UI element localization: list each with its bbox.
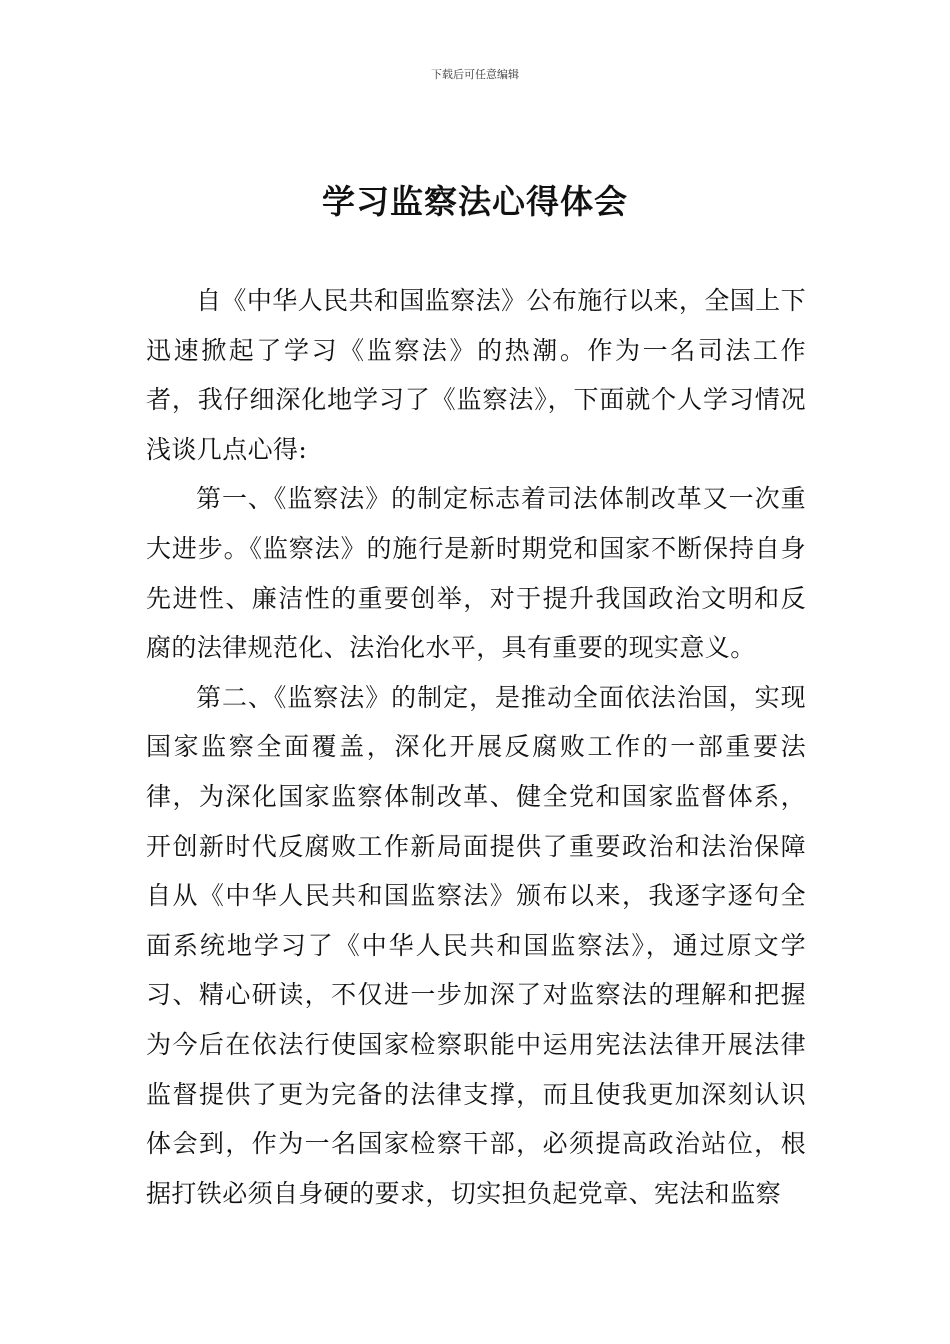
paragraph-intro: 自《中华人民共和国监察法》公布施行以来，全国上下迅速掀起了学习《监察法》的热潮。作为一名司法工作者，我仔细深化地学习了《监察法》，下面就个人学习情况浅谈几点心得: [146, 286, 806, 464]
paragraph-second-point: 第二、《监察法》的制定，是推动全面依法治国，实现国家监察全面覆盖，深化开展反腐败工作的一部重要法律，为深化国家监察体制改革、健全党和国家监督体系，开创新时代反腐败工作新局面提供了重要政治和法治保障自从《中华人民共和国监察法》颁布以来，我逐字逐句全面系统地学习了《中华人民共和国监察法》，通过原文学习、精心研读，不仅进一步加深了对监察法的理解和把握为今后在依法行使国家检察职能中运用宪法法律开展法律监督提供了更为完备的法律支撑，而且使我更加深刻认识体会到，作为一名国家检察干部，必须提高政治站位，根据打铁必须自身硬的要求，切实担负起党章、宪法和监察 [146, 682, 806, 1208]
header-note: 下载后可任意编辑 [431, 68, 519, 81]
paragraph-first-point: 第一、《监察法》的制定标志着司法体制改革又一次重大进步。《监察法》的施行是新时期党和国家不断保持自身先进性、廉洁性的重要创举，对于提升我国政治文明和反腐的法律规范化、法治化水平，具有重要的现实意义。 [146, 484, 806, 663]
document-title: 学习监察法心得体会 [322, 182, 628, 221]
document-body [146, 276, 806, 1218]
